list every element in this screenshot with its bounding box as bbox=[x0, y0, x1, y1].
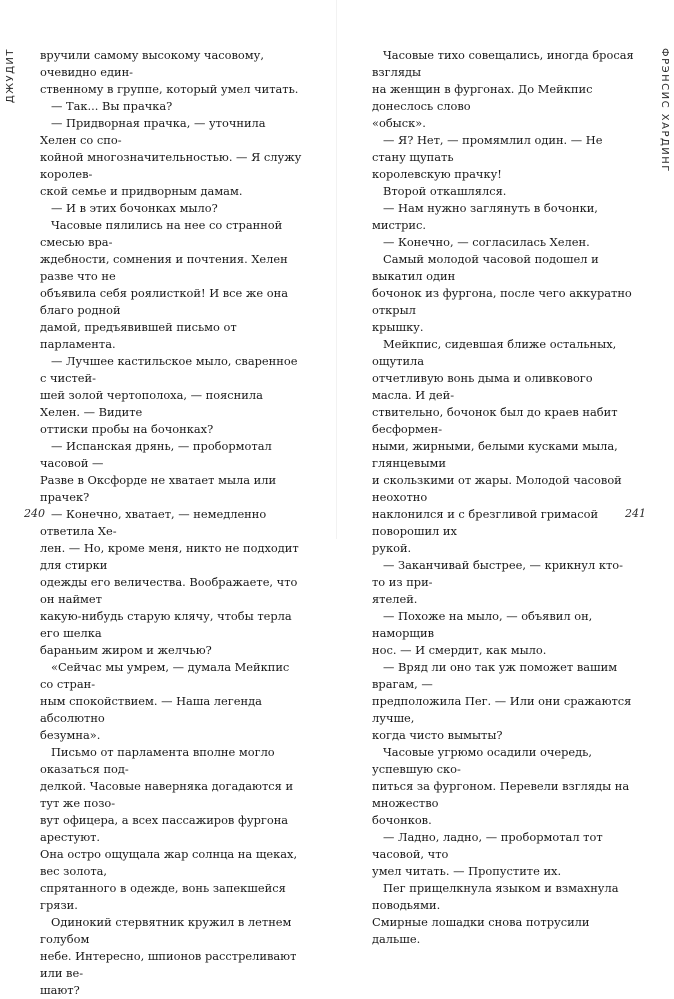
text-line: крышку. bbox=[372, 320, 424, 334]
text-line: бараньим жиром и желчью? bbox=[40, 643, 212, 657]
text-line: ствительно, бочонок был до краев набит бесформен- bbox=[372, 405, 618, 436]
text-line: отчетливую вонь дыма и оливкового масла. И дей- bbox=[372, 371, 593, 402]
page-number-right: 241 bbox=[625, 507, 646, 520]
left-page-text bbox=[40, 47, 305, 999]
text-line: Мейкпис, сидевшая ближе остальных, ощутила bbox=[372, 337, 617, 368]
text-line: — Лучшее кастильское мыло, сваренное с чистей- bbox=[40, 354, 298, 385]
text-line: на женщин в фургонах. До Мейкпис донеслось слово bbox=[372, 82, 593, 113]
text-line: Одинокий стервятник кружил в летнем голубом bbox=[40, 915, 292, 946]
text-line: когда чисто вымыты? bbox=[372, 728, 503, 742]
text-line: Она остро ощущала жар солнца на щеках, вес золота, bbox=[40, 847, 298, 878]
text-line: питься за фургоном. Перевели взгляды на множество bbox=[372, 779, 630, 810]
text-line: вручили самому высокому часовому, очевидно един- bbox=[40, 48, 264, 79]
text-line: одежды его величества. Воображаете, что он наймет bbox=[40, 575, 298, 606]
text-line: — Похоже на мыло, — объявил он, наморщив bbox=[372, 609, 593, 640]
text-line: — Ладно, ладно, — пробормотал тот часовой, что bbox=[372, 830, 603, 861]
text-line: ятелей. bbox=[372, 592, 418, 606]
text-line: шей золой чертополоха, — пояснила Хелен. — Видите bbox=[40, 388, 263, 419]
text-line: ным спокойствием. — Наша легенда абсолютно bbox=[40, 694, 262, 725]
text-line: — Вряд ли оно так уж поможет вашим врагам, — bbox=[372, 660, 618, 691]
text-line: умел читать. — Пропустите их. bbox=[372, 864, 562, 878]
text-line: рукой. bbox=[372, 541, 412, 555]
text-line: какую-нибудь старую клячу, чтобы терла его шелка bbox=[40, 609, 292, 640]
text-line: предположила Пег. — Или они сражаются лучше, bbox=[372, 694, 632, 725]
left-page bbox=[0, 0, 337, 997]
text-line: Часовые тихо совещались, иногда бросая взгляды bbox=[372, 48, 634, 79]
text-line: Разве в Оксфорде не хватает мыла или прачек? bbox=[40, 473, 277, 504]
page-number-left: 240 bbox=[24, 507, 45, 520]
right-page bbox=[337, 0, 674, 946]
text-line: Смирные лошадки снова потрусили дальше. bbox=[372, 915, 590, 946]
text-line: шают? bbox=[40, 983, 80, 997]
text-line: ственному в группе, который умел читать. bbox=[40, 82, 299, 96]
text-line: койной многозначительностью. — Я служу королев- bbox=[40, 150, 302, 181]
text-line: — И в этих бочонках мыло? bbox=[51, 201, 218, 215]
text-line: спрятанного в одежде, вонь запекшейся грязи. bbox=[40, 881, 286, 912]
text-line: объявила себя роялисткой! И все же она благо родной bbox=[40, 286, 288, 317]
text-line: Часовые пялились на нее со странной смесью вра- bbox=[40, 218, 283, 249]
text-line: наклонился и с брезгливой гримасой поворошил их bbox=[372, 507, 599, 538]
text-line: дамой, предъявившей письмо от парламента. bbox=[40, 320, 237, 351]
text-line: лен. — Но, кроме меня, никто не подходит для стирки bbox=[40, 541, 299, 572]
text-line: ными, жирными, белыми кусками мыла, глянцевыми bbox=[372, 439, 618, 470]
text-line: бочонок из фургона, после чего аккуратно открыл bbox=[372, 286, 632, 317]
text-line: — Испанская дрянь, — пробормотал часовой — bbox=[40, 439, 272, 470]
text-line: безумна». bbox=[40, 728, 101, 742]
text-line: Часовые угрюмо осадили очередь, успевшую ско- bbox=[372, 745, 592, 776]
text-line: Письмо от парламента вполне могло оказаться под- bbox=[40, 745, 275, 776]
right-page-text bbox=[372, 47, 634, 948]
running-head-right: ФРЭНСИС ХАРДИНГ bbox=[659, 48, 670, 173]
text-line: королевскую прачку! bbox=[372, 167, 502, 181]
text-line: и скользкими от жары. Молодой часовой неохотно bbox=[372, 473, 622, 504]
text-line: — Заканчивай быстрее, — крикнул кто-то из при- bbox=[372, 558, 623, 589]
text-line: — Я? Нет, — промямлил один. — Не стану щупать bbox=[372, 133, 603, 164]
text-line: небе. Интересно, шпионов расстреливают или ве- bbox=[40, 949, 297, 980]
running-head-left: ДЖУДИТ bbox=[5, 48, 16, 104]
text-line: «обыск». bbox=[372, 116, 426, 130]
text-line: — Так... Вы прачка? bbox=[51, 99, 173, 113]
text-line: ждебности, сомнения и почтения. Хелен разве что не bbox=[40, 252, 288, 283]
text-line: делкой. Часовые наверняка догадаются и тут же позо- bbox=[40, 779, 294, 810]
text-line: — Конечно, хватает, — немедленно ответила Хе- bbox=[40, 507, 267, 538]
text-line: ской семье и придворным дамам. bbox=[40, 184, 243, 198]
text-line: вут офицера, а всех пассажиров фургона арестуют. bbox=[40, 813, 289, 844]
text-line: — Придворная прачка, — уточнила Хелен со спо- bbox=[40, 116, 266, 147]
text-line: бочонков. bbox=[372, 813, 432, 827]
text-line: нос. — И смердит, как мыло. bbox=[372, 643, 547, 657]
text-line: Второй откашлялся. bbox=[383, 184, 507, 198]
text-line: Самый молодой часовой подошел и выкатил один bbox=[372, 252, 599, 283]
text-line: — Нам нужно заглянуть в бочонки, мистрис. bbox=[372, 201, 598, 232]
text-line: — Конечно, — согласилась Хелен. bbox=[383, 235, 590, 249]
text-line: «Сейчас мы умрем, — думала Мейкпис со стран- bbox=[40, 660, 290, 691]
text-line: Пег прищелкнула языком и взмахнула поводьями. bbox=[372, 881, 619, 912]
text-line: оттиски пробы на бочонках? bbox=[40, 422, 214, 436]
